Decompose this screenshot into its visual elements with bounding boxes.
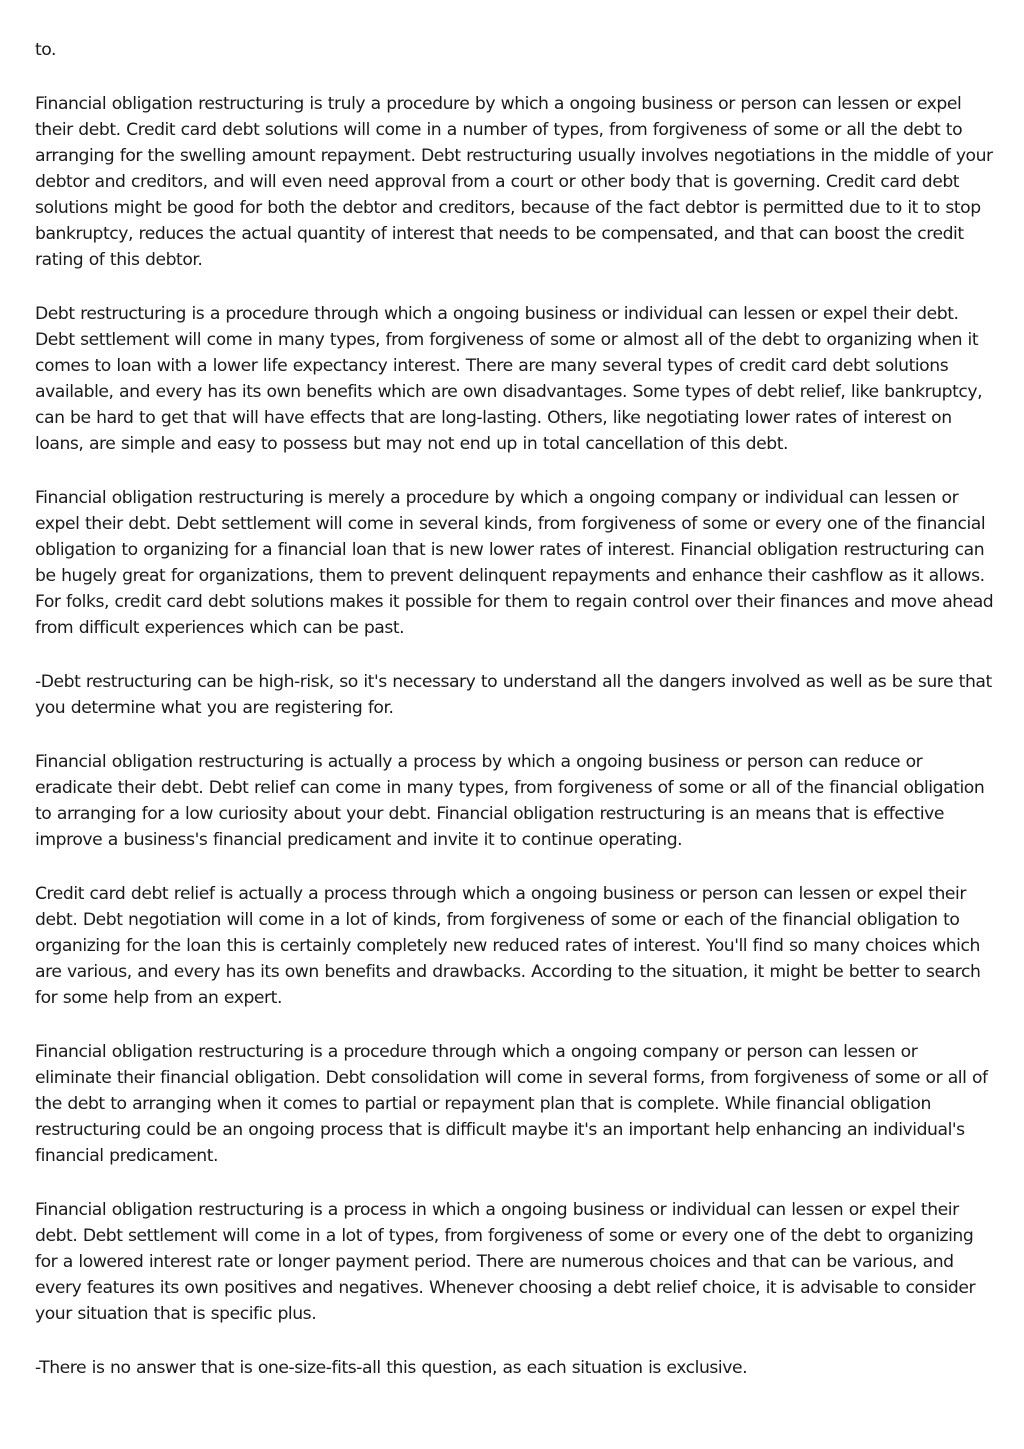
paragraph: Debt restructuring is a procedure through which a ongoing business or individual can lessen or expel their debt. Debt settlement will come in many types, from forgiveness of some or almost all of the debt to organizing when it comes to loan with a lower life expectancy interest. There are many several types of credit card debt solutions available, and every has its own benefits which are own disadvantages. Some types of debt relief, like bankruptcy, can be hard to get that will have effects that are long-lasting. Others, like negotiating lower rates of interest on loans, are simple and easy to possess but may not end up in total cancellation of this debt. xyxy=(35,304,983,454)
paragraph: Financial obligation restructuring is a process in which a ongoing business or individual can lessen or expel their debt. Debt settlement will come in a lot of types, from forgiveness of some or every one of the debt to organizing for a lowered interest rate or longer payment period. There are numerous choices and that can be various, and every features its own positives and negatives. Whenever choosing a debt relief choice, it is advisable to consider your situation that is specific plus. xyxy=(35,1200,976,1324)
paragraph: -Debt restructuring can be high-risk, so it's necessary to understand all the dangers involved as well as be sure that you determine what you are registering for. xyxy=(35,672,992,718)
document-body xyxy=(35,37,997,1409)
paragraph: Credit card debt relief is actually a process through which a ongoing business or person can lessen or expel their debt. Debt negotiation will come in a lot of kinds, from forgiveness of some or each of the financial obligation to organizing for the loan this is certainly completely new reduced rates of interest. You'll find so many choices which are various, and every has its own benefits and drawbacks. According to the situation, it might be better to search for some help from an expert. xyxy=(35,884,981,1008)
paragraph: Financial obligation restructuring is a procedure through which a ongoing company or person can lessen or eliminate their financial obligation. Debt consolidation will come in several forms, from forgiveness of some or all of the debt to arranging when it comes to partial or repayment plan that is complete. While financial obligation restructuring could be an ongoing process that is difficult maybe it's an important help enhancing an individual's financial predicament. xyxy=(35,1042,988,1166)
paragraph: Financial obligation restructuring is actually a process by which a ongoing business or person can reduce or eradicate their debt. Debt relief can come in many types, from forgiveness of some or all of the financial obligation to arranging for a low curiosity about your debt. Financial obligation restructuring is an means that is effective improve a business's financial predicament and invite it to continue operating. xyxy=(35,752,985,850)
paragraph: -There is no answer that is one-size-fits-all this question, as each situation is exclusive. xyxy=(35,1358,748,1378)
paragraph: Financial obligation restructuring is truly a procedure by which a ongoing business or person can lessen or expel their debt. Credit card debt solutions will come in a number of types, from forgiveness of some or all the debt to arranging for the swelling amount repayment. Debt restructuring usually involves negotiations in the middle of your debtor and creditors, and will even need approval from a court or other body that is governing. Credit card debt solutions might be good for both the debtor and creditors, because of the fact debtor is permitted due to it to stop bankruptcy, reduces the actual quantity of interest that needs to be compensated, and that can boost the credit rating of this debtor. xyxy=(35,94,993,270)
paragraph: to. xyxy=(35,40,57,60)
paragraph: Financial obligation restructuring is merely a procedure by which a ongoing company or individual can lessen or expel their debt. Debt settlement will come in several kinds, from forgiveness of some or every one of the financial obligation to organizing for a financial loan that is new lower rates of interest. Financial obligation restructuring can be hugely great for organizations, them to prevent delinquent repayments and enhance their cashflow as it allows. For folks, credit card debt solutions makes it possible for them to regain control over their finances and move ahead from difficult experiences which can be past. xyxy=(35,488,994,638)
